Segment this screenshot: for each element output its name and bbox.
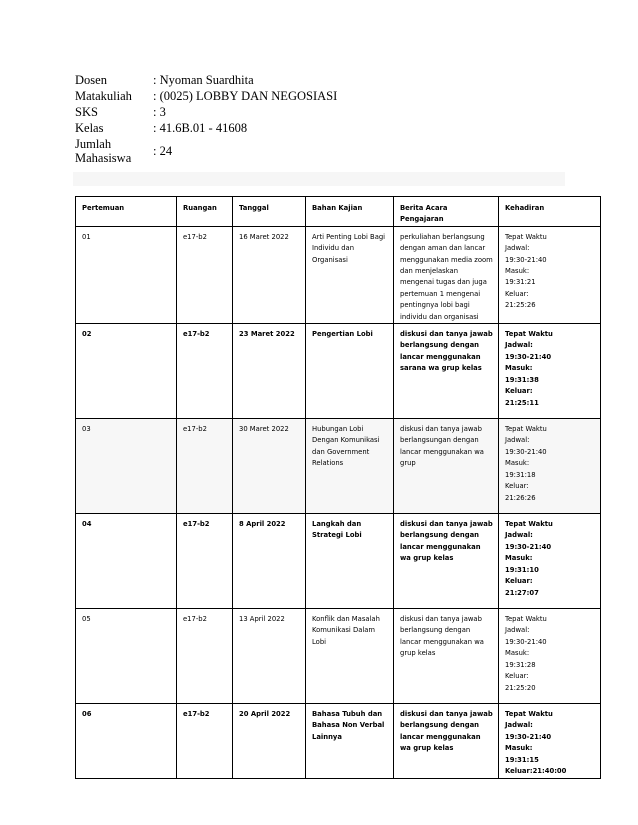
kehadiran-line: Jadwal: (505, 531, 533, 540)
cell-pertemuan: 03 (76, 419, 177, 514)
info-value: : 41.6B.01 - 41608 (153, 121, 248, 135)
cell-bahan-kajian: Arti Penting Lobi Bagi Individu dan Organisasi (306, 226, 394, 323)
kehadiran-line: 21:26:26 (505, 493, 536, 502)
cell-tanggal: 23 Maret 2022 (233, 324, 306, 419)
cell-pertemuan: 02 (76, 324, 177, 419)
kehadiran-line: Keluar:21:40:00 (505, 767, 567, 776)
cell-berita-acara: diskusi dan tanya jawab berlangsung dengan lancar menggunakan wa grup kelas (394, 704, 499, 778)
table-row (76, 419, 601, 514)
header-tanggal: Tanggal (233, 197, 306, 227)
header-berita-acara: Berita Acara Pengajaran (394, 197, 499, 227)
kehadiran-line: Masuk: (505, 364, 533, 373)
info-row-matakuliah (75, 89, 395, 103)
cell-kehadiran (499, 419, 601, 514)
info-row-kelas (75, 121, 395, 135)
cell-bahan-kajian: Hubungan Lobi Dengan Komunikasi dan Government Relations (306, 419, 394, 514)
attendance-table (75, 196, 601, 779)
info-value: : 24 (153, 144, 173, 158)
header-pertemuan: Pertemuan (76, 197, 177, 227)
cell-ruangan: e17-b2 (177, 514, 233, 609)
info-label: SKS (75, 105, 98, 119)
kehadiran-line: 21:27:07 (505, 588, 539, 597)
header-kehadiran: Kehadiran (499, 197, 601, 227)
kehadiran-line: Jadwal: (505, 721, 533, 730)
kehadiran-line: Tepat Waktu (505, 232, 547, 241)
kehadiran-line: Keluar: (505, 289, 529, 298)
cell-pertemuan: 05 (76, 609, 177, 704)
kehadiran-line: 19:31:10 (505, 565, 539, 574)
cell-tanggal: 16 Maret 2022 (233, 226, 306, 323)
separator-band (73, 172, 565, 186)
kehadiran-line: 19:30-21:40 (505, 542, 552, 551)
info-row-jumlah-mahasiswa (75, 137, 395, 165)
info-row-sks (75, 105, 395, 119)
kehadiran-line: 21:25:11 (505, 398, 539, 407)
kehadiran-line: 19:31:38 (505, 375, 539, 384)
table-row (76, 609, 601, 704)
cell-ruangan: e17-b2 (177, 324, 233, 419)
kehadiran-line: Jadwal: (505, 436, 530, 445)
cell-kehadiran (499, 704, 601, 778)
kehadiran-line: Keluar: (505, 387, 533, 396)
kehadiran-line: Keluar: (505, 577, 533, 586)
kehadiran-line: 19:31:21 (505, 278, 536, 287)
cell-ruangan: e17-b2 (177, 419, 233, 514)
kehadiran-line: 21:25:20 (505, 683, 536, 692)
cell-berita-acara: diskusi dan tanya jawab berlangsung dengan lancar menggunakan wa grup kelas (394, 609, 499, 704)
cell-berita-acara: perkuliahan berlangsung dengan aman dan lancar menggunakan media zoom dan menjelaskan mengenai tugas dan juga pertemuan 1 mengenai pentingnya lobi bagi individu dan organisasi (394, 226, 499, 323)
cell-kehadiran (499, 514, 601, 609)
cell-berita-acara: diskusi dan tanya jawab berlangsungan dengan lancar menggunakan wa grup (394, 419, 499, 514)
table-header-row (76, 197, 601, 227)
kehadiran-line: Tepat Waktu (505, 615, 547, 624)
cell-berita-acara: diskusi dan tanya jawab berlangsung dengan lancar menggunakan sarana wa grup kelas (394, 324, 499, 419)
cell-bahan-kajian: Langkah dan Strategi Lobi (306, 514, 394, 609)
table-row (76, 704, 601, 778)
kehadiran-line: Keluar: (505, 482, 529, 491)
course-info (75, 73, 395, 167)
kehadiran-line: Jadwal: (505, 341, 533, 350)
cell-pertemuan: 06 (76, 704, 177, 778)
kehadiran-line: 19:31:18 (505, 470, 536, 479)
cell-ruangan: e17-b2 (177, 226, 233, 323)
cell-tanggal: 13 April 2022 (233, 609, 306, 704)
cell-bahan-kajian: Bahasa Tubuh dan Bahasa Non Verbal Lainnya (306, 704, 394, 778)
info-value: : (0025) LOBBY DAN NEGOSIASI (153, 89, 338, 103)
kehadiran-line: 19:30-21:40 (505, 637, 547, 646)
kehadiran-line: Masuk: (505, 459, 530, 468)
info-row-dosen (75, 73, 395, 87)
cell-tanggal: 30 Maret 2022 (233, 419, 306, 514)
table-row (76, 226, 601, 323)
cell-kehadiran (499, 226, 601, 323)
kehadiran-line: 19:30-21:40 (505, 447, 547, 456)
header-bahan-kajian: Bahan Kajian (306, 197, 394, 227)
cell-pertemuan: 04 (76, 514, 177, 609)
cell-berita-acara: diskusi dan tanya jawab berlangsung dengan lancar menggunakan wa grup kelas (394, 514, 499, 609)
kehadiran-line: Jadwal: (505, 626, 530, 635)
cell-ruangan: e17-b2 (177, 704, 233, 778)
table-row (76, 324, 601, 419)
kehadiran-line: 19:31:28 (505, 660, 536, 669)
header-ruangan: Ruangan (177, 197, 233, 227)
kehadiran-line: 19:30-21:40 (505, 352, 552, 361)
cell-tanggal: 20 April 2022 (233, 704, 306, 778)
cell-ruangan: e17-b2 (177, 609, 233, 704)
kehadiran-line: Tepat Waktu (505, 520, 553, 529)
info-label: Matakuliah (75, 89, 132, 103)
cell-bahan-kajian: Pengertian Lobi (306, 324, 394, 419)
kehadiran-line: Tepat Waktu (505, 710, 553, 719)
info-label: Kelas (75, 121, 104, 135)
kehadiran-line: 21:25:26 (505, 301, 536, 310)
kehadiran-line: Masuk: (505, 649, 530, 658)
info-value: : 3 (153, 105, 166, 119)
kehadiran-line: Jadwal: (505, 244, 530, 253)
kehadiran-line: Masuk: (505, 744, 533, 753)
kehadiran-line: Masuk: (505, 554, 533, 563)
kehadiran-line: Keluar: (505, 672, 529, 681)
info-label: Dosen (75, 73, 107, 87)
info-label: Jumlah Mahasiswa (75, 137, 132, 165)
table-row (76, 514, 601, 609)
info-value: : Nyoman Suardhita (153, 73, 254, 87)
kehadiran-line: 19:30-21:40 (505, 732, 552, 741)
kehadiran-line: Tepat Waktu (505, 425, 547, 434)
kehadiran-line: Masuk: (505, 267, 530, 276)
kehadiran-line: 19:31:15 (505, 755, 539, 764)
kehadiran-line: Tepat Waktu (505, 330, 553, 339)
cell-bahan-kajian: Konflik dan Masalah Komunikasi Dalam Lobi (306, 609, 394, 704)
cell-kehadiran (499, 609, 601, 704)
cell-kehadiran (499, 324, 601, 419)
cell-pertemuan: 01 (76, 226, 177, 323)
kehadiran-line: 19:30-21:40 (505, 255, 547, 264)
cell-tanggal: 8 April 2022 (233, 514, 306, 609)
